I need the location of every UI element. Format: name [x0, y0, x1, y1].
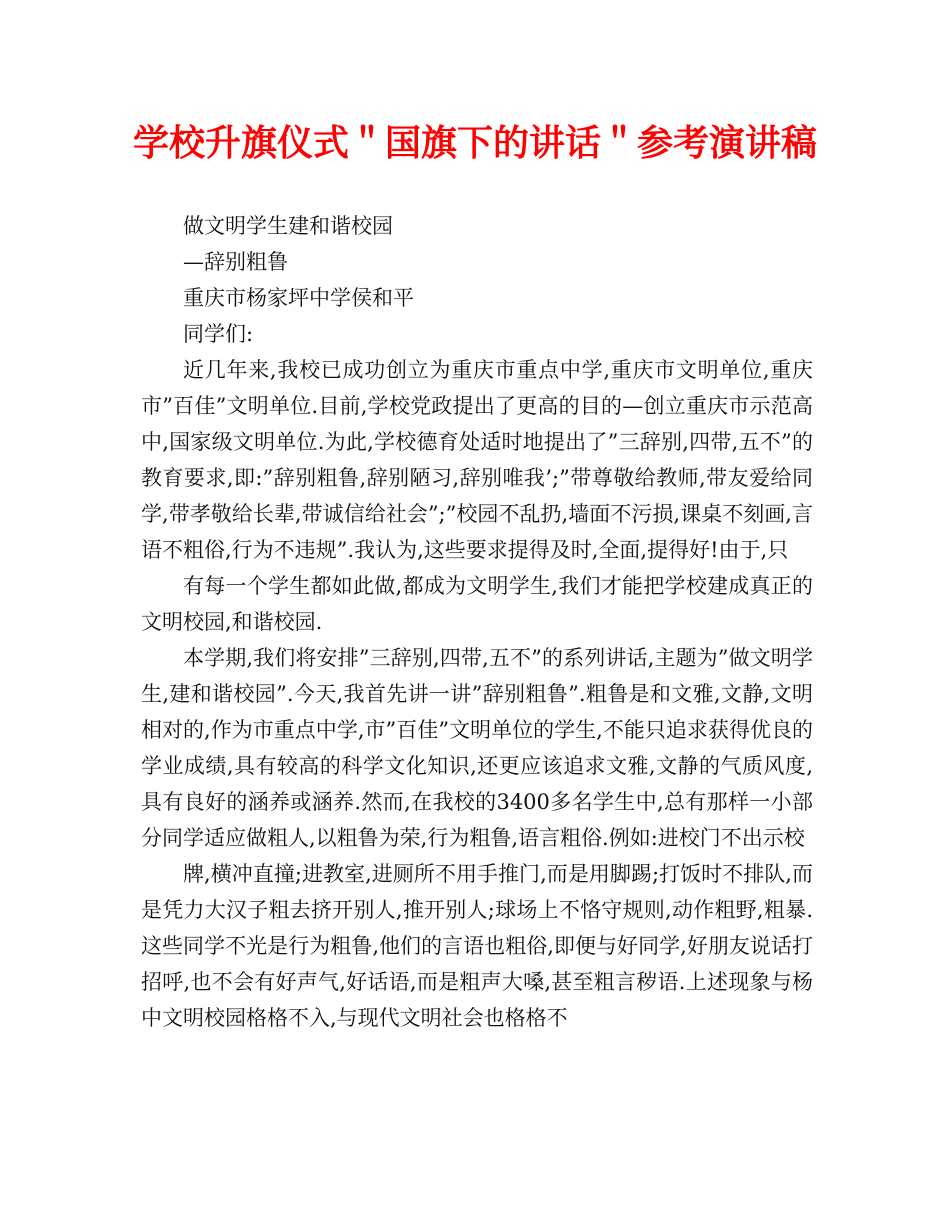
- author-line: 重庆市杨家坪中学侯和平: [183, 286, 414, 310]
- document-body: [141, 208, 813, 1036]
- subtitle-2: —辞别粗鲁: [183, 250, 288, 274]
- paragraph: 有每一个学生都如此做,都成为文明学生,我们才能把学校建成真正的文明校园,和谐校园.: [141, 574, 813, 634]
- page-title: 学校升旗仪式＂国旗下的讲话＂参考演讲稿: [132, 123, 817, 164]
- paragraph: 近几年来,我校已成功创立为重庆市重点中学,重庆市文明单位,重庆市”百佳”文明单位.目前,学校党政提出了更高的目的—创立重庆市示范高中,国家级文明单位.为此,学校德育处适时地提出了”三辞别,四带,五不”的教育要求,即:”辞别粗鲁,辞别陋习,辞别唯我’;”带尊敬给教师,带友爱给同学,带孝敬给长辈,带诚信给社会”;”校园不乱扔,墙面不污损,课桌不刻画,言语不粗俗,行为不违规”.我认为,这些要求提得及时,全面,提得好!由于,只: [141, 358, 813, 562]
- paragraph: 牌,横冲直撞;进教室,进厕所不用手推门,而是用脚踢;打饭时不排队,而是凭力大汉子粗去挤开别人,推开别人;球场上不恪守规则,动作粗野,粗暴.这些同学不光是行为粗鲁,他们的言语也粗俗,即便与好同学,好朋友说话打招呼,也不会有好声气,好话语,而是粗声大嗓,甚至粗言秽语.上述现象与杨中文明校园格格不入,与现代文明社会也格格不: [141, 862, 813, 1030]
- paragraph: 本学期,我们将安排”三辞别,四带,五不”的系列讲话,主题为”做文明学生,建和谐校园”.今天,我首先讲一讲”辞别粗鲁”.粗鲁是和文雅,文静,文明相对的,作为市重点中学,市”百佳”文明单位的学生,不能只追求获得优良的学业成绩,具有较高的科学文化知识,还更应该追求文雅,文静的气质风度,具有良好的涵养或涵养.然而,在我校的3400多名学生中,总有那样一小部分同学适应做粗人,以粗鲁为荣,行为粗鲁,语言粗俗.例如:进校门不出示校: [141, 646, 814, 850]
- salutation: 同学们:: [183, 322, 254, 346]
- subtitle: 做文明学生建和谐校园: [183, 214, 393, 238]
